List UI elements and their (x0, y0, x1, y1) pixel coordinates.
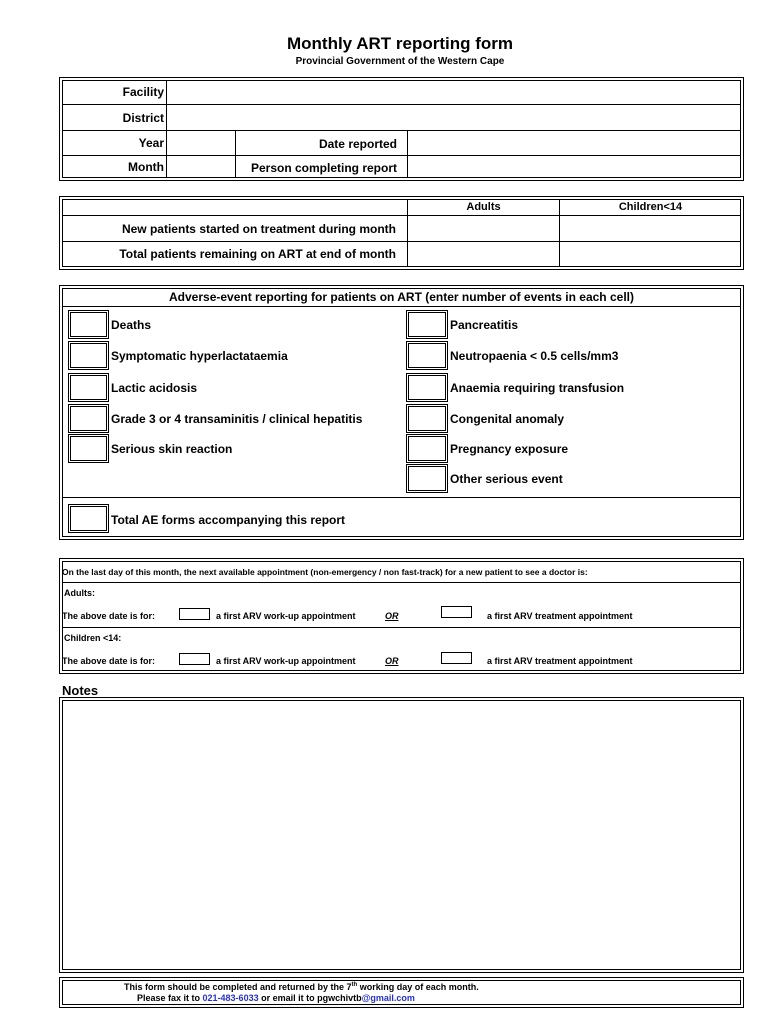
district-field[interactable] (168, 106, 739, 129)
lactic-acidosis-count-box[interactable] (68, 373, 109, 402)
date-reported-field[interactable] (409, 132, 739, 154)
footer-line-1: This form should be completed and returned by the 7th working day of each month. (124, 982, 479, 992)
pancreatitis-count-box[interactable] (406, 310, 448, 339)
hyperlactataemia-count-box[interactable] (68, 341, 109, 370)
new-adults-field[interactable] (409, 217, 558, 240)
children-workup-label: a first ARV work-up appointment (216, 656, 356, 666)
total-adults-field[interactable] (409, 243, 558, 266)
ae-anaemia-label: Anaemia requiring transfusion (450, 381, 625, 395)
ae-other-event-label: Other serious event (450, 472, 563, 486)
row-total-patients: Total patients remaining on ART at end of month (119, 247, 396, 261)
adults-date-for-label: The above date is for: (62, 611, 156, 621)
year-field[interactable] (168, 132, 234, 154)
month-field[interactable] (168, 157, 234, 178)
ae-lactic-acidosis-label: Lactic acidosis (111, 381, 198, 395)
form-title: Monthly ART reporting form (286, 34, 513, 53)
adults-appointment-label: Adults: (64, 588, 95, 598)
adults-workup-label: a first ARV work-up appointment (216, 611, 356, 621)
notes-heading: Notes (62, 683, 99, 698)
appointment-intro: On the last day of this month, the next available appointment (non-emergency / non fast-track) for a new patient to see a doctor is: (62, 567, 588, 577)
children-or-label: OR (385, 656, 399, 666)
col-children: Children<14 (618, 201, 683, 213)
total-ae-count-box[interactable] (68, 504, 109, 533)
congenital-anomaly-count-box[interactable] (406, 404, 448, 433)
ae-pregnancy-exposure-label: Pregnancy exposure (450, 442, 569, 456)
footer-line-2: Please fax it to 021-483-6033 or email it to pgwchivtb@gmail.com (137, 993, 415, 1003)
ae-neutropaenia-label: Neutropaenia < 0.5 cells/mm3 (450, 349, 619, 363)
person-completing-field[interactable] (409, 157, 739, 178)
month-label: Month (128, 160, 164, 174)
email-domain-link[interactable]: @gmail.com (361, 993, 415, 1003)
adults-workup-checkbox[interactable] (179, 608, 210, 620)
total-ae-label: Total AE forms accompanying this report (111, 513, 346, 527)
neutropaenia-count-box[interactable] (406, 341, 448, 370)
person-completing-label: Person completing report (250, 161, 397, 175)
skin-reaction-count-box[interactable] (68, 434, 109, 463)
adults-or-label: OR (385, 611, 399, 621)
district-label: District (122, 111, 164, 125)
ae-deaths-label: Deaths (111, 318, 152, 332)
children-date-for-label: The above date is for: (62, 656, 156, 666)
deaths-count-box[interactable] (68, 310, 109, 339)
ae-congenital-anomaly-label: Congenital anomaly (450, 412, 565, 426)
children-treatment-checkbox[interactable] (441, 652, 472, 664)
transaminitis-count-box[interactable] (68, 404, 109, 433)
anaemia-count-box[interactable] (406, 373, 448, 402)
notes-box[interactable] (59, 697, 744, 973)
pregnancy-exposure-count-box[interactable] (406, 434, 448, 463)
new-children-field[interactable] (561, 217, 740, 240)
adverse-events-heading: Adverse-event reporting for patients on ART (enter number of events in each cell) (169, 290, 634, 304)
ae-skin-reaction-label: Serious skin reaction (111, 442, 233, 456)
date-reported-label: Date reported (318, 137, 397, 151)
total-children-field[interactable] (561, 243, 740, 266)
fax-number-link[interactable]: 021-483-6033 (202, 993, 259, 1003)
ae-hyperlactataemia-label: Symptomatic hyperlactataemia (111, 349, 288, 363)
children-treatment-label: a first ARV treatment appointment (487, 656, 633, 666)
ae-pancreatitis-label: Pancreatitis (450, 318, 519, 332)
adults-treatment-checkbox[interactable] (441, 606, 472, 618)
facility-label: Facility (122, 85, 164, 99)
year-label: Year (138, 136, 164, 150)
facility-field[interactable] (168, 81, 739, 103)
children-workup-checkbox[interactable] (179, 653, 210, 665)
row-new-patients: New patients started on treatment during month (121, 222, 396, 236)
other-event-count-box[interactable] (406, 464, 448, 493)
children-appointment-label: Children <14: (64, 633, 122, 643)
form-subtitle: Provincial Government of the Western Cape (295, 56, 505, 67)
col-adults: Adults (466, 201, 501, 213)
ae-transaminitis-label: Grade 3 or 4 transaminitis / clinical hepatitis (111, 412, 363, 426)
adults-treatment-label: a first ARV treatment appointment (487, 611, 633, 621)
